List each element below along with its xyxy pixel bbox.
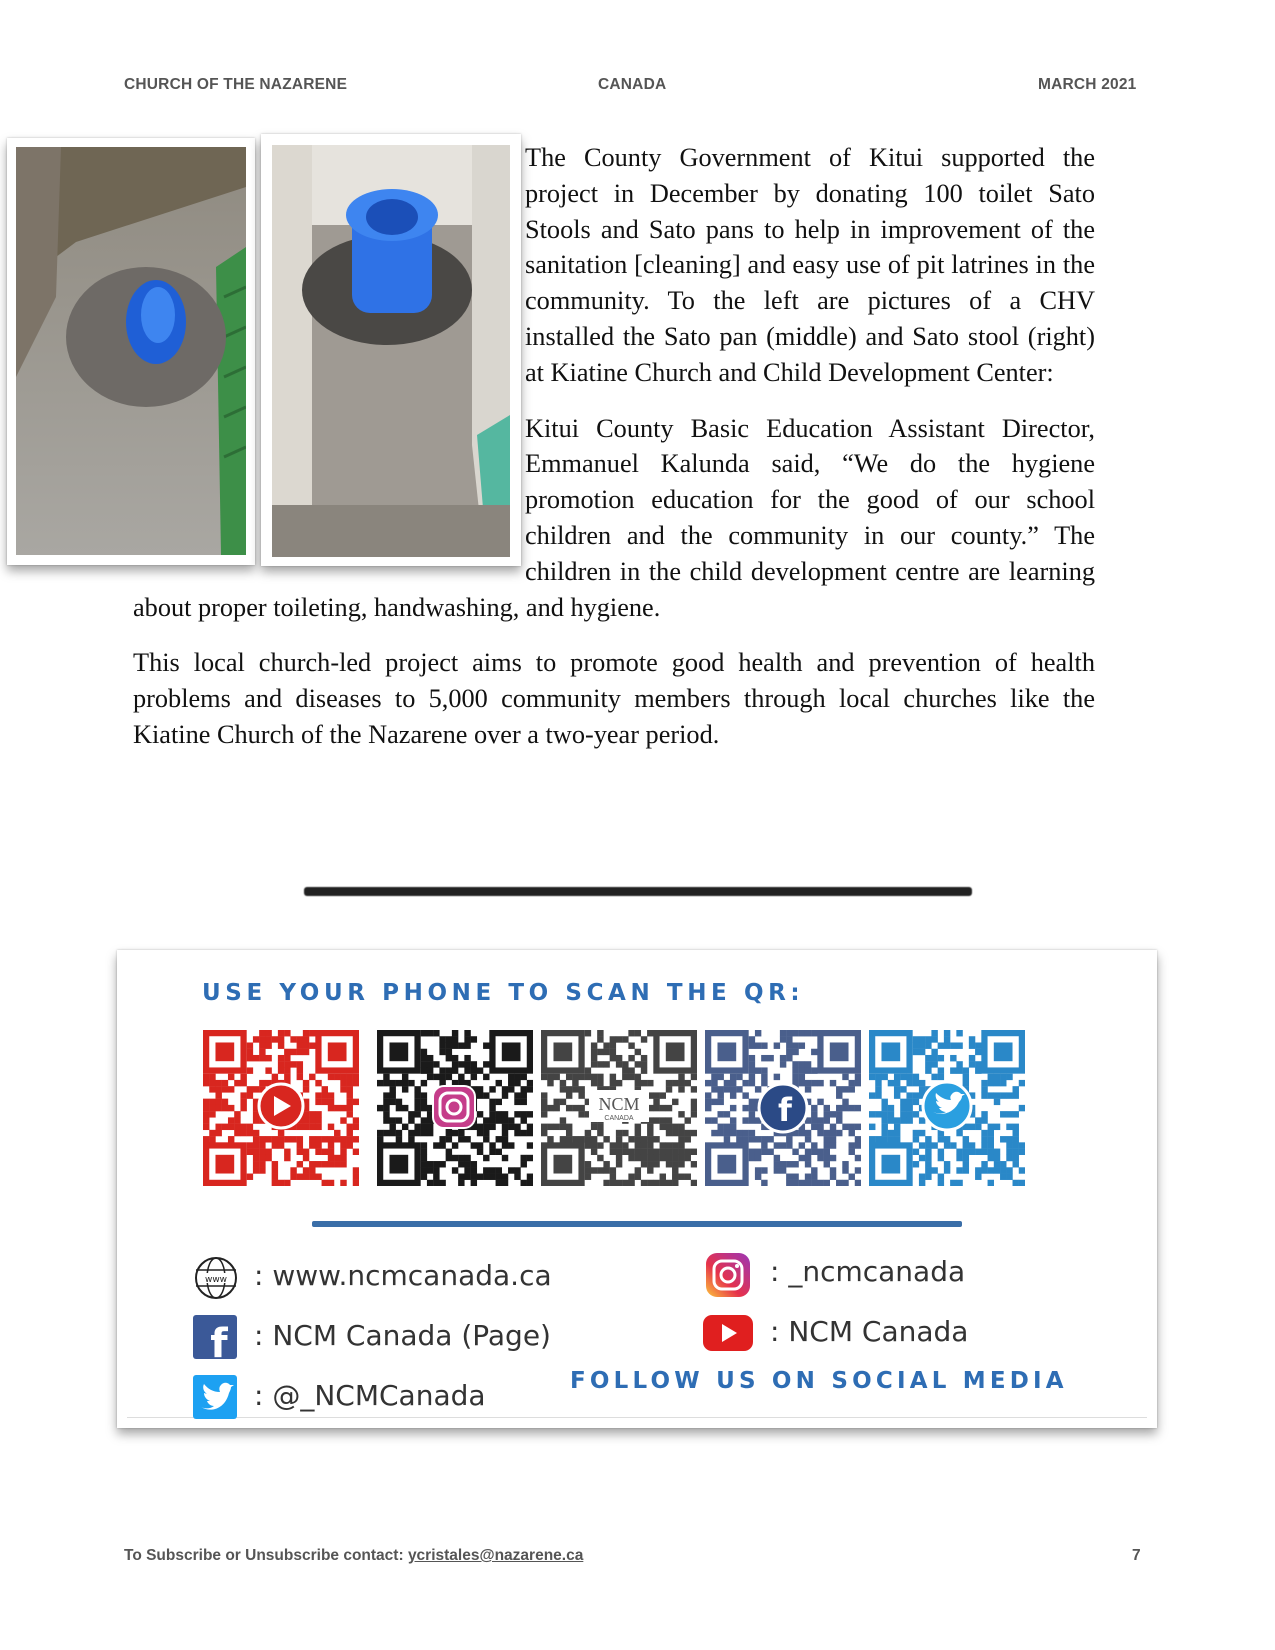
follow-us-text: FOLLOW US ON SOCIAL MEDIA [570, 1368, 1068, 1394]
twitter-icon [193, 1375, 237, 1419]
header-country: CANADA [598, 76, 667, 93]
website-globe-icon [193, 1255, 239, 1301]
scan-qr-title: USE YOUR PHONE TO SCAN THE QR: [202, 980, 805, 1006]
youtube-icon [703, 1315, 753, 1351]
facebook-icon [193, 1315, 237, 1359]
instagram-link[interactable]: : _ncmcanada [770, 1255, 966, 1288]
footer-subscribe-label: To Subscribe or Unsubscribe contact: [124, 1547, 404, 1564]
qr-divider-bar [312, 1221, 962, 1227]
header-date: MARCH 2021 [1038, 76, 1137, 93]
section-divider [304, 887, 972, 896]
instagram-icon [706, 1253, 750, 1297]
article-paragraph-1: The County Government of Kitui supported the project in December by donating 100 toilet Sato Stools and Sato pans to help in improvement of the sanitation [cleaning] and easy use of pit latrines in the community. To the left are pictures of a CHV installed the Sato pan (middle) and Sato stool (right) at Kiatine Church and Child Development Center: [525, 143, 1095, 387]
website-link[interactable]: : www.ncmcanada.ca [254, 1259, 552, 1292]
header-publisher: CHURCH OF THE NAZARENE [124, 76, 348, 93]
youtube-link[interactable]: : NCM Canada [770, 1315, 969, 1348]
svg-text:www: www [204, 1275, 228, 1285]
qr-code-facebook[interactable] [705, 1030, 861, 1186]
footer-subscribe [124, 1547, 583, 1565]
qr-code-instagram[interactable] [377, 1030, 533, 1186]
article-body [133, 140, 1095, 773]
qr-code-ncm-canada[interactable] [541, 1030, 697, 1186]
social-media-card [117, 950, 1157, 1428]
svg-text:f: f [210, 1321, 228, 1359]
qr-code-youtube[interactable] [203, 1030, 359, 1186]
svg-text:f: f [778, 1091, 792, 1129]
footer-email-link[interactable]: ycristales@nazarene.ca [407, 1547, 584, 1564]
article-paragraph-3: This local church-led project aims to promote good health and prevention of health problems and diseases to 5,000 community members through local churches like the Kiatine Church of the Nazarene over a two-year period. [133, 648, 1095, 749]
ncm-logo-text: NCM [598, 1094, 640, 1114]
qr-code-twitter[interactable] [869, 1030, 1025, 1186]
page-number: 7 [1132, 1547, 1141, 1564]
ncm-logo-subtext: CANADA [604, 1115, 634, 1122]
twitter-link[interactable]: : @_NCMCanada [254, 1379, 486, 1412]
article-paragraph-2: Kitui County Basic Education Assistant Director, Emmanuel Kalunda said, “We do the hygiene promotion education for the good of our school children and the community in our county.” The children in the child development centre are learning about proper toileting, handwashing, and hygiene. [133, 413, 1095, 622]
facebook-link[interactable]: : NCM Canada (Page) [254, 1319, 551, 1352]
